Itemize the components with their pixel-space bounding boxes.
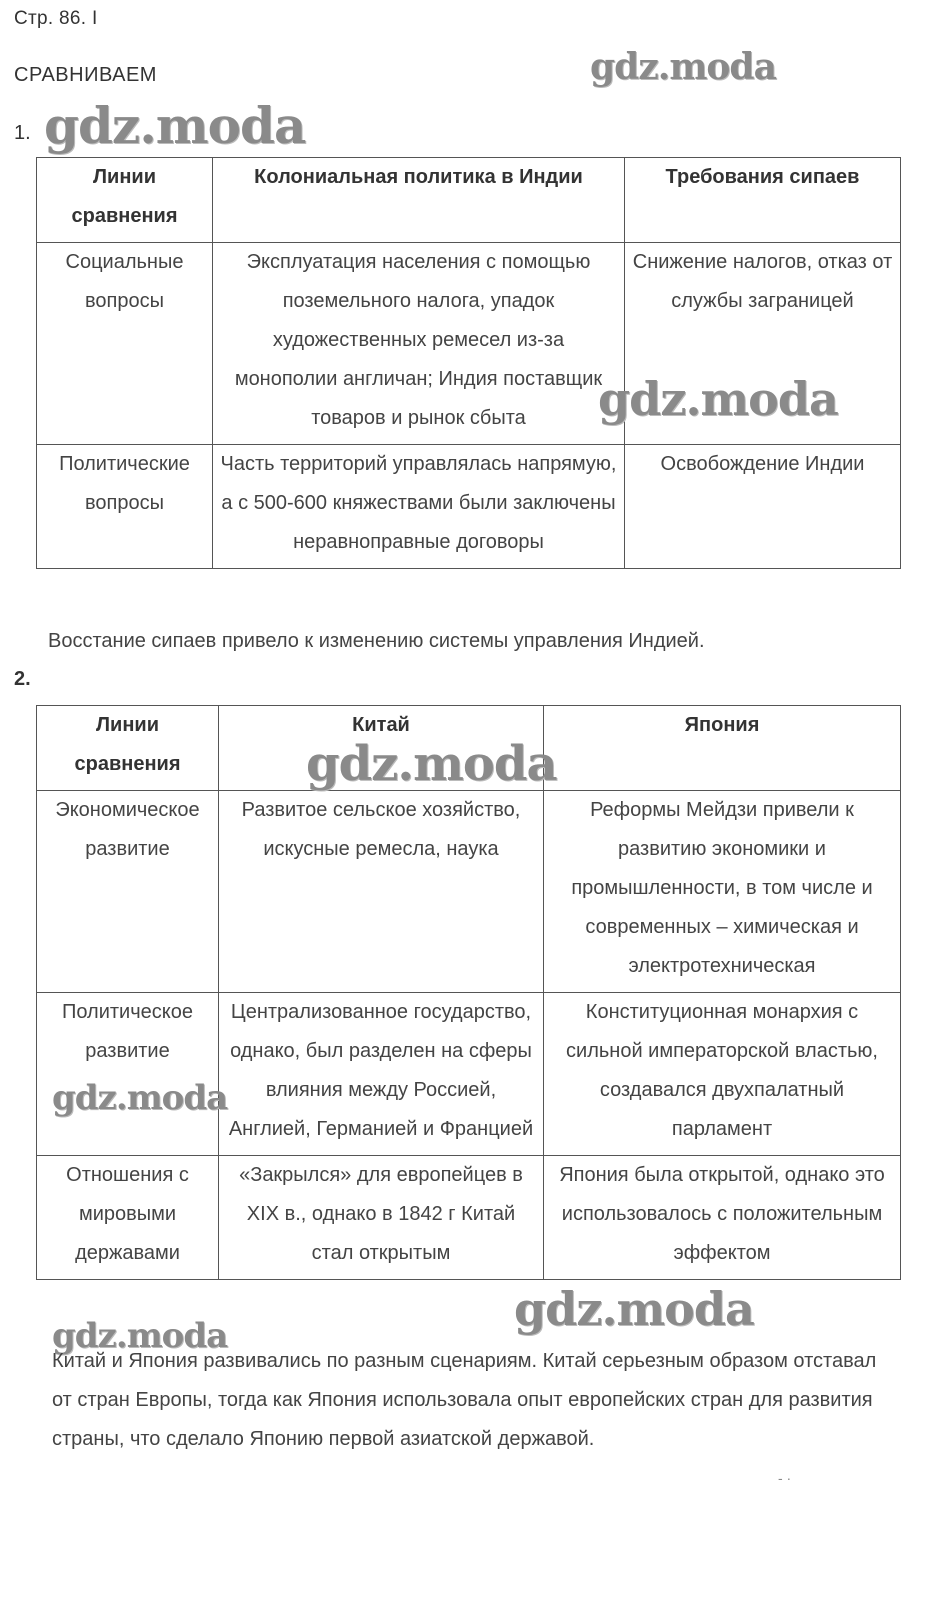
- header-cell: Япония: [544, 706, 901, 791]
- section-heading: СРАВНИВАЕМ: [14, 64, 157, 86]
- watermark-logo: gdz.moda: [52, 1078, 228, 1118]
- table-cell: Реформы Мейдзи привели к развитию экономики и промышленности, в том числе и современных – химическая и электротехническая: [544, 791, 901, 993]
- watermark-logo: gdz.moda: [514, 1282, 754, 1336]
- table-cell: Развитое сельское хозяйство, искусные ремесла, наука: [219, 791, 544, 993]
- table-cell: Конституционная монархия с сильной императорской властью, создавался двухпалатный парламент: [544, 993, 901, 1156]
- table-cell: Политические вопросы: [37, 445, 213, 569]
- watermark-logo: gdz.moda: [52, 1316, 228, 1356]
- table-header-row: [37, 158, 901, 243]
- task-2-number: 2.: [14, 668, 31, 690]
- table-cell: Социальные вопросы: [37, 243, 213, 445]
- header-cell: Китай: [219, 706, 544, 791]
- table-row: [37, 445, 901, 569]
- table-cell: Политическое развитие: [37, 993, 219, 1156]
- table-cell: Япония была открытой, однако это использовалось с положительным эффектом: [544, 1156, 901, 1280]
- header-cell: Линии сравнения: [37, 706, 219, 791]
- task-2-conclusion: Китай и Япония развивались по разным сценариям. Китай серьезным образом отставал от стран Европы, тогда как Япония использовала опыт европейских стран для развития страны, что сделало Японию первой азиатской державой.: [52, 1350, 877, 1450]
- table-cell: Снижение налогов, отказ от службы заграницей: [625, 243, 901, 445]
- watermark-logo: gdz.moda: [590, 46, 776, 88]
- table-cell: «Закрылся» для европейцев в XIX в., однако в 1842 г Китай стал открытым: [219, 1156, 544, 1280]
- table-cell: Централизованное государство, однако, был разделен на сферы влияния между Россией, Англией, Германией и Францией: [219, 993, 544, 1156]
- watermark-logo: gdz.moda: [598, 372, 838, 426]
- table-row: [37, 1156, 901, 1280]
- header-cell: Требования сипаев: [625, 158, 901, 243]
- task-1-conclusion: Восстание сипаев привело к изменению системы управления Индией.: [48, 630, 705, 652]
- page-mark: - ·: [778, 1470, 792, 1486]
- table-row: [37, 993, 901, 1156]
- india-comparison-table: [36, 157, 901, 569]
- header-cell: Колониальная политика в Индии: [213, 158, 625, 243]
- page-reference: Стр. 86. I: [14, 8, 98, 29]
- header-cell: Линии сравнения: [37, 158, 213, 243]
- table-cell: Часть территорий управлялась напрямую, а с 500-600 княжествами были заключены неравноправные договоры: [213, 445, 625, 569]
- watermark-logo: gdz.moda: [44, 96, 306, 155]
- table-cell: Эксплуатация населения с помощью поземельного налога, упадок художественных ремесел из-за монополии англичан; Индия поставщик товаров и рынок сбыта: [213, 243, 625, 445]
- watermark-logo: gdz.moda: [306, 736, 557, 792]
- table-row: [37, 791, 901, 993]
- table-cell: Освобождение Индии: [625, 445, 901, 569]
- table-cell: Экономическое развитие: [37, 791, 219, 993]
- task-1-number: 1.: [14, 122, 31, 144]
- table-cell: Отношения с мировыми державами: [37, 1156, 219, 1280]
